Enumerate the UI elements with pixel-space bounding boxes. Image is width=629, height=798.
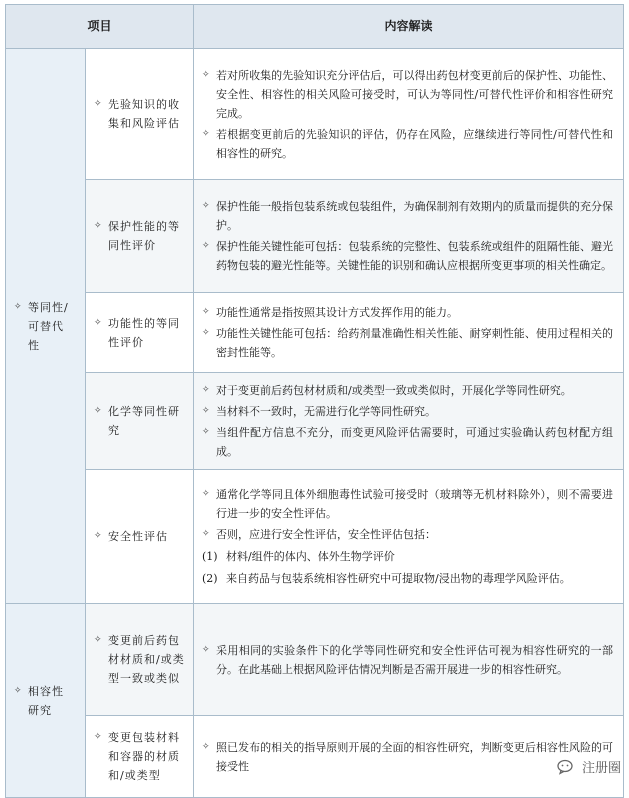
numbered-item: (2) 来自药品与包装系统相容性研究中可提取物/浸出物的毒理学风险评估。 — [202, 571, 571, 585]
sub-item-cell — [86, 470, 194, 604]
list-item: ✧ 保护性能一般指包装系统或包装组件，为确保制剂有效期内的质量而提供的充分保护。 — [202, 197, 613, 235]
diamond-bullet-icon: ✧ — [202, 307, 210, 317]
diamond-bullet-icon: ✧ — [94, 317, 102, 328]
diamond-bullet-icon: ✧ — [94, 531, 102, 541]
diamond-bullet-icon: ✧ — [202, 488, 210, 499]
content-cell — [194, 180, 624, 293]
list-item: ✧ 保护性能关键性能可包括：包装系统的完整性、包装系统或组件的阻隔性能、避光药物包装的避光性能等。关键性能的识别和确认应根据所变更事项的相关性确定。 — [202, 237, 613, 275]
diamond-bullet-icon: ✧ — [14, 685, 22, 696]
watermark — [557, 757, 621, 776]
diamond-bullet-icon: ✧ — [202, 406, 210, 416]
table-row — [6, 293, 624, 373]
list-item: ✧ 功能性关键性能可包括：给药剂量准确性相关性能、耐穿刺性能、使用过程相关的密封性能等。 — [202, 324, 613, 362]
diamond-bullet-icon: ✧ — [202, 385, 210, 395]
list-item: ✧ 照已发布的相关的指导原则开展的全面的相容性研究，判断变更后相容性风险的可接受性 — [202, 738, 613, 776]
sub-item-label: 安全性评估 — [108, 530, 168, 543]
group-label: 相容性研究 — [28, 684, 64, 717]
list-item: ✧ 否则，应进行安全性评估，安全性评估包括： — [202, 525, 613, 544]
diamond-bullet-icon: ✧ — [202, 201, 210, 211]
table-row — [6, 373, 624, 470]
diamond-bullet-icon: ✧ — [202, 328, 210, 338]
sub-item-label: 先验知识的收集和风险评估 — [108, 98, 180, 130]
sub-item-label: 保护性能的等同性评价 — [108, 220, 180, 252]
diamond-bullet-icon: ✧ — [202, 427, 210, 437]
diamond-bullet-icon: ✧ — [94, 635, 102, 645]
list-item: ✧ 对于变更前后药包材材质和/或类型一致或类似时，开展化学等同性研究。 — [202, 381, 613, 400]
table-row — [6, 470, 624, 604]
table-row — [6, 49, 624, 180]
diamond-bullet-icon: ✧ — [94, 732, 102, 742]
list-item: ✧ 当组件配方信息不充分，而变更风险评估需要时，可通过实验确认药包材配方组成。 — [202, 423, 613, 461]
content-cell — [194, 373, 624, 470]
list-item: ✧ 采用相同的实验条件下的化学等同性研究和安全性评估可视为相容性研究的一部分。在此基础上根据风险评估情况判断是否需开展进一步的相容性研究。 — [202, 641, 613, 679]
table-header-row — [6, 5, 624, 49]
diamond-bullet-icon: ✧ — [94, 406, 102, 416]
list-item: ✧ 功能性通常是指按照其设计方式发挥作用的能力。 — [202, 303, 613, 322]
sub-item-cell — [86, 373, 194, 470]
diamond-bullet-icon: ✧ — [202, 128, 210, 139]
sub-item-cell — [86, 293, 194, 373]
list-item: ✧ 当材料不一致时，无需进行化学等同性研究。 — [202, 402, 613, 421]
content-cell — [194, 604, 624, 716]
watermark-text: 注册圈 — [581, 761, 621, 776]
header-item: 项目 — [6, 5, 194, 49]
sub-item-cell — [86, 49, 194, 180]
content-cell — [194, 293, 624, 373]
numbered-item: (1) 材料/组件的体内、体外生物学评价 — [202, 549, 395, 563]
diamond-bullet-icon: ✧ — [14, 301, 22, 312]
table-row — [6, 604, 624, 716]
diamond-bullet-icon: ✧ — [202, 241, 210, 251]
group-cell — [6, 604, 86, 798]
sub-item-label: 化学等同性研究 — [108, 405, 180, 437]
list-item: ✧ 通常化学等同且体外细胞毒性试验可接受时（玻璃等无机材料除外），则不需要进行进一步的安全性评估。 — [202, 485, 613, 523]
sub-item-cell — [86, 604, 194, 716]
group-label: 等同性/可替代性 — [28, 300, 69, 352]
diamond-bullet-icon: ✧ — [94, 99, 102, 109]
sub-item-label: 功能性的等同性评价 — [108, 316, 180, 349]
diamond-bullet-icon: ✧ — [202, 528, 210, 539]
sub-item-label: 变更前后药包材材质和/或类型一致或类似 — [108, 634, 185, 685]
content-cell — [194, 49, 624, 180]
sub-item-cell — [86, 180, 194, 293]
wechat-icon — [557, 759, 577, 775]
sub-item-label: 变更包装材料和容器的材质和/或类型 — [108, 731, 180, 782]
table-row — [6, 716, 624, 798]
content-table — [5, 4, 624, 798]
header-content: 内容解读 — [194, 5, 624, 49]
diamond-bullet-icon: ✧ — [202, 69, 210, 80]
table-row — [6, 180, 624, 293]
diamond-bullet-icon: ✧ — [94, 221, 102, 231]
content-cell — [194, 470, 624, 604]
diamond-bullet-icon: ✧ — [202, 741, 210, 752]
list-item: ✧ 若根据变更前后的先验知识的评估，仍存在风险，应继续进行等同性/可替代性和相容性的研究。 — [202, 125, 613, 163]
group-cell — [6, 49, 86, 604]
sub-item-cell — [86, 716, 194, 798]
list-item: ✧ 若对所收集的先验知识充分评估后，可以得出药包材变更前后的保护性、功能性、安全性、相容性的相关风险可接受时，可认为等同性/可替代性评价和相容性研究完成。 — [202, 66, 613, 123]
diamond-bullet-icon: ✧ — [202, 644, 210, 655]
